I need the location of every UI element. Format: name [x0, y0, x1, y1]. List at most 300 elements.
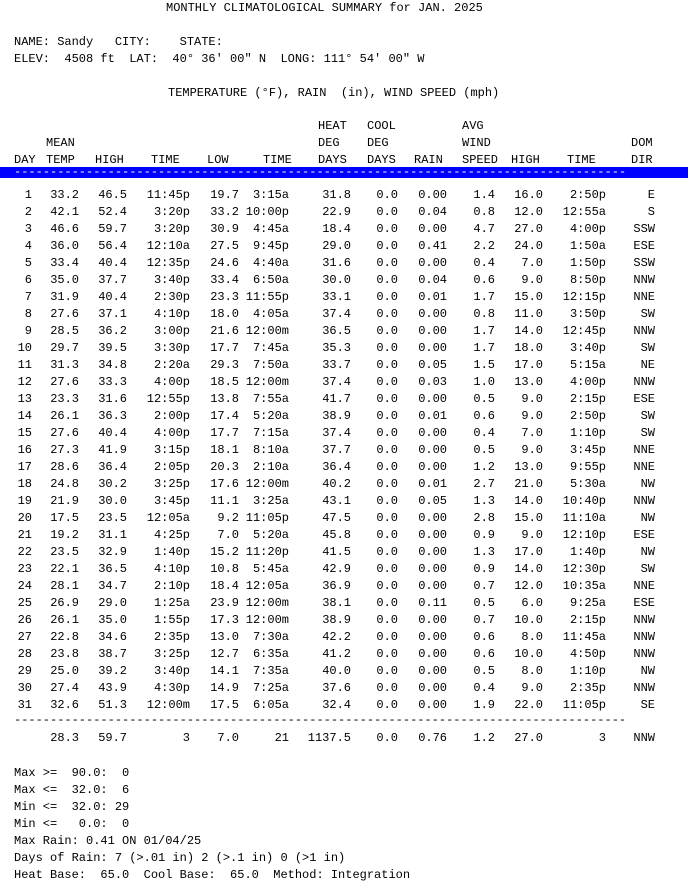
cell-day: 5	[24, 256, 32, 270]
cell-heat-deg-days: 38.9	[322, 409, 351, 423]
cell-low-time: 3:15a	[252, 188, 289, 202]
cell-low-temp: 14.1	[210, 664, 239, 678]
cell-low-time: 7:25a	[252, 681, 289, 695]
cell-wind-high-time: 4:00p	[569, 375, 606, 389]
cell-rain: 0.01	[418, 290, 447, 304]
header-wind-high-3: HIGH	[511, 153, 540, 167]
cell-heat-deg-days: 36.4	[322, 460, 351, 474]
cell-high-temp: 39.5	[98, 341, 127, 355]
cell-low-time: 3:25a	[252, 494, 289, 508]
cell-low-time: 7:30a	[252, 630, 289, 644]
summary-cool-deg-days: 0.0	[376, 731, 398, 745]
cell-avg-wind-speed: 0.7	[473, 613, 495, 627]
summary-high-temp: 59.7	[98, 731, 127, 745]
cell-rain: 0.00	[418, 460, 447, 474]
cell-high-temp: 56.4	[98, 239, 127, 253]
cell-cool-deg-days: 0.0	[376, 205, 398, 219]
cell-wind-high-time: 4:50p	[569, 647, 606, 661]
cell-day: 6	[24, 273, 32, 287]
cell-high-temp: 37.7	[98, 273, 127, 287]
cell-high-time: 11:45p	[146, 188, 190, 202]
cell-heat-deg-days: 37.7	[322, 443, 351, 457]
summary-wind-high-time: 3	[598, 731, 606, 745]
cell-wind-high-time: 2:15p	[569, 392, 606, 406]
cell-high-time: 3:40p	[153, 273, 190, 287]
station-line: NAME: Sandy CITY: STATE:	[14, 35, 223, 49]
cell-wind-high: 14.0	[514, 324, 543, 338]
footer-line: Heat Base: 65.0 Cool Base: 65.0 Method: Integration	[14, 868, 411, 882]
cell-low-temp: 30.9	[210, 222, 239, 236]
cell-wind-high-time: 12:30p	[562, 562, 606, 576]
cell-wind-high: 10.0	[514, 647, 543, 661]
cell-heat-deg-days: 30.0	[322, 273, 351, 287]
cell-day: 8	[24, 307, 32, 321]
cell-heat-deg-days: 40.0	[322, 664, 351, 678]
cell-rain: 0.00	[418, 324, 447, 338]
cell-heat-deg-days: 37.4	[322, 375, 351, 389]
cell-wind-high-time: 9:55p	[569, 460, 606, 474]
cell-cool-deg-days: 0.0	[376, 256, 398, 270]
cell-low-temp: 23.3	[210, 290, 239, 304]
cell-low-temp: 19.7	[210, 188, 239, 202]
cell-wind-high: 18.0	[514, 341, 543, 355]
cell-cool-deg-days: 0.0	[376, 596, 398, 610]
cell-day: 18	[17, 477, 32, 491]
cell-low-time: 6:35a	[252, 647, 289, 661]
cell-avg-wind-speed: 1.7	[473, 324, 495, 338]
cell-mean-temp: 32.6	[50, 698, 79, 712]
cell-mean-temp: 33.2	[50, 188, 79, 202]
cell-low-time: 8:10a	[252, 443, 289, 457]
cell-dom-dir: NNE	[633, 579, 655, 593]
cell-wind-high-time: 5:15a	[569, 358, 606, 372]
cell-heat-deg-days: 36.5	[322, 324, 351, 338]
cell-low-temp: 13.8	[210, 392, 239, 406]
cell-heat-deg-days: 38.1	[322, 596, 351, 610]
cell-mean-temp: 27.3	[50, 443, 79, 457]
cell-mean-temp: 17.5	[50, 511, 79, 525]
header-day-3: DAY	[14, 153, 36, 167]
cell-mean-temp: 27.6	[50, 426, 79, 440]
cell-wind-high: 12.0	[514, 205, 543, 219]
cell-high-temp: 33.3	[98, 375, 127, 389]
summary-wind-high: 27.0	[514, 731, 543, 745]
cell-high-temp: 59.7	[98, 222, 127, 236]
cell-avg-wind-speed: 0.9	[473, 562, 495, 576]
cell-low-time: 12:05a	[245, 579, 289, 593]
cell-wind-high-time: 10:40p	[562, 494, 606, 508]
cell-high-temp: 46.5	[98, 188, 127, 202]
cell-heat-deg-days: 37.6	[322, 681, 351, 695]
units-line: TEMPERATURE (°F), RAIN (in), WIND SPEED (mph)	[168, 86, 500, 100]
cell-wind-high-time: 12:45p	[562, 324, 606, 338]
cell-high-temp: 30.2	[98, 477, 127, 491]
cell-low-temp: 18.5	[210, 375, 239, 389]
cell-heat-deg-days: 47.5	[322, 511, 351, 525]
cell-avg-wind-speed: 0.8	[473, 307, 495, 321]
cell-low-temp: 17.4	[210, 409, 239, 423]
cell-wind-high-time: 1:50a	[569, 239, 606, 253]
cell-low-time: 7:15a	[252, 426, 289, 440]
cell-cool-deg-days: 0.0	[376, 392, 398, 406]
cell-cool-deg-days: 0.0	[376, 528, 398, 542]
cell-heat-deg-days: 33.1	[322, 290, 351, 304]
cell-high-time: 12:35p	[146, 256, 190, 270]
header-cool-deg-days-3: DAYS	[367, 153, 396, 167]
header-cool-deg-days-2: DEG	[367, 136, 389, 150]
cell-high-time: 2:05p	[153, 460, 190, 474]
cell-mean-temp: 26.1	[50, 409, 79, 423]
cell-day: 19	[17, 494, 32, 508]
cell-cool-deg-days: 0.0	[376, 358, 398, 372]
cell-heat-deg-days: 31.6	[322, 256, 351, 270]
cell-dom-dir: NNE	[633, 443, 655, 457]
cell-mean-temp: 22.8	[50, 630, 79, 644]
cell-high-temp: 31.1	[98, 528, 127, 542]
cell-high-time: 2:30p	[153, 290, 190, 304]
cell-mean-temp: 26.1	[50, 613, 79, 627]
cell-high-temp: 36.4	[98, 460, 127, 474]
cell-mean-temp: 29.7	[50, 341, 79, 355]
cell-rain: 0.00	[418, 392, 447, 406]
cell-high-time: 12:55p	[146, 392, 190, 406]
cell-low-temp: 17.7	[210, 341, 239, 355]
cell-dom-dir: SW	[640, 307, 655, 321]
summary-mean-temp: 28.3	[50, 731, 79, 745]
cell-high-temp: 34.6	[98, 630, 127, 644]
cell-avg-wind-speed: 0.6	[473, 647, 495, 661]
cell-high-temp: 35.0	[98, 613, 127, 627]
cell-cool-deg-days: 0.0	[376, 341, 398, 355]
cell-cool-deg-days: 0.0	[376, 460, 398, 474]
cell-rain: 0.00	[418, 341, 447, 355]
cell-dom-dir: NE	[640, 358, 655, 372]
cell-wind-high-time: 9:25a	[569, 596, 606, 610]
cell-heat-deg-days: 36.9	[322, 579, 351, 593]
cell-cool-deg-days: 0.0	[376, 511, 398, 525]
cell-heat-deg-days: 40.2	[322, 477, 351, 491]
cell-wind-high: 11.0	[514, 307, 543, 321]
cell-avg-wind-speed: 0.8	[473, 205, 495, 219]
cell-rain: 0.00	[418, 222, 447, 236]
header-dom-dir-3: DIR	[631, 153, 653, 167]
cell-low-temp: 29.3	[210, 358, 239, 372]
header-avg-wind-speed-3: SPEED	[462, 153, 499, 167]
cell-wind-high-time: 3:50p	[569, 307, 606, 321]
cell-rain: 0.11	[418, 596, 447, 610]
cell-mean-temp: 46.6	[50, 222, 79, 236]
cell-high-time: 12:05a	[146, 511, 190, 525]
cell-low-temp: 15.2	[210, 545, 239, 559]
cell-day: 23	[17, 562, 32, 576]
cell-day: 12	[17, 375, 32, 389]
cell-high-time: 2:35p	[153, 630, 190, 644]
cell-high-time: 2:00p	[153, 409, 190, 423]
cell-avg-wind-speed: 2.2	[473, 239, 495, 253]
cell-rain: 0.41	[418, 239, 447, 253]
cell-high-time: 12:10a	[146, 239, 190, 253]
cell-avg-wind-speed: 0.7	[473, 579, 495, 593]
footer-line: Days of Rain: 7 (>.01 in) 2 (>.1 in) 0 (>1 in)	[14, 851, 346, 865]
cell-rain: 0.00	[418, 256, 447, 270]
cell-low-temp: 24.6	[210, 256, 239, 270]
cell-wind-high: 9.0	[521, 273, 543, 287]
cell-wind-high-time: 12:10p	[562, 528, 606, 542]
cell-wind-high: 7.0	[521, 426, 543, 440]
cell-rain: 0.00	[418, 613, 447, 627]
cell-high-time: 1:40p	[153, 545, 190, 559]
cell-cool-deg-days: 0.0	[376, 324, 398, 338]
cell-cool-deg-days: 0.0	[376, 630, 398, 644]
cell-mean-temp: 33.4	[50, 256, 79, 270]
cell-dom-dir: SSW	[633, 222, 655, 236]
cell-mean-temp: 27.6	[50, 307, 79, 321]
cell-avg-wind-speed: 2.7	[473, 477, 495, 491]
cell-high-temp: 29.0	[98, 596, 127, 610]
cell-high-time: 4:30p	[153, 681, 190, 695]
cell-day: 9	[24, 324, 32, 338]
cell-heat-deg-days: 31.8	[322, 188, 351, 202]
cell-day: 1	[24, 188, 32, 202]
cell-rain: 0.01	[418, 477, 447, 491]
cell-avg-wind-speed: 1.4	[473, 188, 495, 202]
cell-low-temp: 17.5	[210, 698, 239, 712]
cell-wind-high: 6.0	[521, 596, 543, 610]
cell-cool-deg-days: 0.0	[376, 443, 398, 457]
cell-wind-high: 22.0	[514, 698, 543, 712]
cell-low-time: 9:45p	[252, 239, 289, 253]
cell-wind-high: 12.0	[514, 579, 543, 593]
cell-high-temp: 40.4	[98, 290, 127, 304]
cell-day: 30	[17, 681, 32, 695]
cell-avg-wind-speed: 1.3	[473, 545, 495, 559]
cell-avg-wind-speed: 2.8	[473, 511, 495, 525]
footer-line: Max >= 90.0: 0	[14, 766, 130, 780]
cell-low-time: 7:50a	[252, 358, 289, 372]
cell-wind-high: 10.0	[514, 613, 543, 627]
cell-wind-high: 21.0	[514, 477, 543, 491]
cell-high-time: 3:25p	[153, 477, 190, 491]
cell-low-time: 12:00m	[245, 324, 289, 338]
cell-cool-deg-days: 0.0	[376, 239, 398, 253]
cell-wind-high: 16.0	[514, 188, 543, 202]
header-low-time-3: TIME	[263, 153, 292, 167]
cell-dom-dir: NNW	[633, 681, 655, 695]
cell-rain: 0.00	[418, 188, 447, 202]
cell-high-time: 1:55p	[153, 613, 190, 627]
cell-rain: 0.03	[418, 375, 447, 389]
header-high-temp-3: HIGH	[95, 153, 124, 167]
cell-mean-temp: 23.8	[50, 647, 79, 661]
cell-avg-wind-speed: 1.2	[473, 460, 495, 474]
cell-mean-temp: 19.2	[50, 528, 79, 542]
cell-rain: 0.00	[418, 579, 447, 593]
cell-mean-temp: 22.1	[50, 562, 79, 576]
cell-low-temp: 13.0	[210, 630, 239, 644]
cell-wind-high: 9.0	[521, 681, 543, 695]
cell-cool-deg-days: 0.0	[376, 494, 398, 508]
cell-high-temp: 52.4	[98, 205, 127, 219]
cell-wind-high-time: 4:00p	[569, 222, 606, 236]
cell-high-temp: 36.3	[98, 409, 127, 423]
cell-cool-deg-days: 0.0	[376, 307, 398, 321]
cell-low-time: 11:20p	[245, 545, 289, 559]
summary-avg-wind-speed: 1.2	[473, 731, 495, 745]
cell-dom-dir: ESE	[633, 596, 655, 610]
cell-heat-deg-days: 42.2	[322, 630, 351, 644]
cell-low-temp: 20.3	[210, 460, 239, 474]
cell-dom-dir: NNE	[633, 460, 655, 474]
cell-high-temp: 39.2	[98, 664, 127, 678]
cell-rain: 0.00	[418, 511, 447, 525]
cell-rain: 0.00	[418, 307, 447, 321]
cell-low-temp: 21.6	[210, 324, 239, 338]
cell-wind-high-time: 3:45p	[569, 443, 606, 457]
cell-cool-deg-days: 0.0	[376, 698, 398, 712]
cell-high-time: 4:10p	[153, 307, 190, 321]
cell-high-temp: 34.8	[98, 358, 127, 372]
report-title: MONTHLY CLIMATOLOGICAL SUMMARY for JAN. 2025	[166, 1, 483, 15]
summary-high-time: 3	[182, 731, 190, 745]
cell-heat-deg-days: 18.4	[322, 222, 351, 236]
cell-high-temp: 36.5	[98, 562, 127, 576]
cell-dom-dir: NW	[640, 511, 655, 525]
cell-low-temp: 7.0	[217, 528, 239, 542]
cell-rain: 0.00	[418, 664, 447, 678]
cell-day: 24	[17, 579, 32, 593]
header-cool-deg-days-1: COOL	[367, 119, 396, 133]
summary-heat-deg-days: 1137.5	[307, 731, 351, 745]
cell-rain: 0.00	[418, 426, 447, 440]
cell-rain: 0.00	[418, 443, 447, 457]
cell-avg-wind-speed: 0.6	[473, 630, 495, 644]
cell-low-time: 4:45a	[252, 222, 289, 236]
cell-cool-deg-days: 0.0	[376, 426, 398, 440]
elevation-line: ELEV: 4508 ft LAT: 40° 36' 00" N LONG: 111° 54' 00" W	[14, 52, 425, 66]
cell-cool-deg-days: 0.0	[376, 290, 398, 304]
cell-heat-deg-days: 42.9	[322, 562, 351, 576]
cell-high-time: 3:20p	[153, 222, 190, 236]
cell-cool-deg-days: 0.0	[376, 188, 398, 202]
cell-day: 10	[17, 341, 32, 355]
cell-high-time: 1:25a	[153, 596, 190, 610]
cell-rain: 0.00	[418, 698, 447, 712]
header-dom-dir-2: DOM	[631, 136, 653, 150]
cell-mean-temp: 27.4	[50, 681, 79, 695]
cell-high-time: 3:25p	[153, 647, 190, 661]
cell-mean-temp: 31.3	[50, 358, 79, 372]
cell-avg-wind-speed: 1.7	[473, 341, 495, 355]
cell-low-temp: 18.0	[210, 307, 239, 321]
cell-heat-deg-days: 35.3	[322, 341, 351, 355]
cell-day: 14	[17, 409, 32, 423]
cell-heat-deg-days: 32.4	[322, 698, 351, 712]
cell-mean-temp: 21.9	[50, 494, 79, 508]
cell-mean-temp: 25.0	[50, 664, 79, 678]
cell-avg-wind-speed: 0.9	[473, 528, 495, 542]
cell-low-time: 10:00p	[245, 205, 289, 219]
cell-high-temp: 31.6	[98, 392, 127, 406]
cell-wind-high: 9.0	[521, 443, 543, 457]
cell-low-time: 7:45a	[252, 341, 289, 355]
cell-low-temp: 12.7	[210, 647, 239, 661]
cell-low-temp: 18.4	[210, 579, 239, 593]
header-heat-deg-days-3: DAYS	[318, 153, 347, 167]
cell-high-time: 4:25p	[153, 528, 190, 542]
header-rain-3: RAIN	[414, 153, 443, 167]
header-separator-bar	[0, 167, 688, 178]
cell-heat-deg-days: 33.7	[322, 358, 351, 372]
cell-day: 20	[17, 511, 32, 525]
cell-high-temp: 41.9	[98, 443, 127, 457]
cell-high-temp: 23.5	[98, 511, 127, 525]
cell-wind-high-time: 3:40p	[569, 341, 606, 355]
cell-high-time: 3:00p	[153, 324, 190, 338]
cell-low-time: 6:05a	[252, 698, 289, 712]
cell-mean-temp: 27.6	[50, 375, 79, 389]
cell-avg-wind-speed: 1.7	[473, 290, 495, 304]
cell-wind-high-time: 12:55a	[562, 205, 606, 219]
cell-day: 15	[17, 426, 32, 440]
cell-high-temp: 36.2	[98, 324, 127, 338]
cell-low-temp: 33.2	[210, 205, 239, 219]
cell-mean-temp: 35.0	[50, 273, 79, 287]
cell-rain: 0.05	[418, 358, 447, 372]
cell-low-temp: 9.2	[217, 511, 239, 525]
header-avg-wind-speed-1: AVG	[462, 119, 484, 133]
cell-wind-high-time: 1:50p	[569, 256, 606, 270]
cell-low-time: 5:20a	[252, 528, 289, 542]
cell-rain: 0.04	[418, 273, 447, 287]
cell-dom-dir: E	[647, 188, 655, 202]
cell-wind-high: 7.0	[521, 256, 543, 270]
cell-high-time: 2:10p	[153, 579, 190, 593]
cell-wind-high: 14.0	[514, 562, 543, 576]
cell-low-temp: 33.4	[210, 273, 239, 287]
cell-wind-high: 13.0	[514, 375, 543, 389]
cell-wind-high-time: 2:50p	[569, 188, 606, 202]
cell-heat-deg-days: 38.9	[322, 613, 351, 627]
cell-high-temp: 32.9	[98, 545, 127, 559]
cell-wind-high-time: 1:10p	[569, 664, 606, 678]
cell-wind-high: 14.0	[514, 494, 543, 508]
cell-mean-temp: 36.0	[50, 239, 79, 253]
cell-low-time: 12:00m	[245, 375, 289, 389]
header-separator-dashes: -------------------------------------------------------------------------------------	[14, 167, 627, 178]
cell-dom-dir: ESE	[633, 392, 655, 406]
cell-high-time: 2:20a	[153, 358, 190, 372]
cell-low-time: 7:35a	[252, 664, 289, 678]
cell-cool-deg-days: 0.0	[376, 681, 398, 695]
cell-low-temp: 17.7	[210, 426, 239, 440]
cell-low-time: 12:00m	[245, 477, 289, 491]
cell-wind-high: 9.0	[521, 528, 543, 542]
cell-wind-high-time: 2:50p	[569, 409, 606, 423]
cell-rain: 0.00	[418, 528, 447, 542]
cell-low-temp: 10.8	[210, 562, 239, 576]
cell-low-time: 7:55a	[252, 392, 289, 406]
cell-high-temp: 38.7	[98, 647, 127, 661]
cell-dom-dir: NNW	[633, 375, 655, 389]
cell-heat-deg-days: 22.9	[322, 205, 351, 219]
cell-wind-high-time: 5:30a	[569, 477, 606, 491]
cell-mean-temp: 31.9	[50, 290, 79, 304]
header-heat-deg-days-2: DEG	[318, 136, 340, 150]
cell-wind-high: 8.0	[521, 630, 543, 644]
cell-avg-wind-speed: 1.0	[473, 375, 495, 389]
cell-high-time: 3:40p	[153, 664, 190, 678]
cell-high-temp: 40.4	[98, 256, 127, 270]
